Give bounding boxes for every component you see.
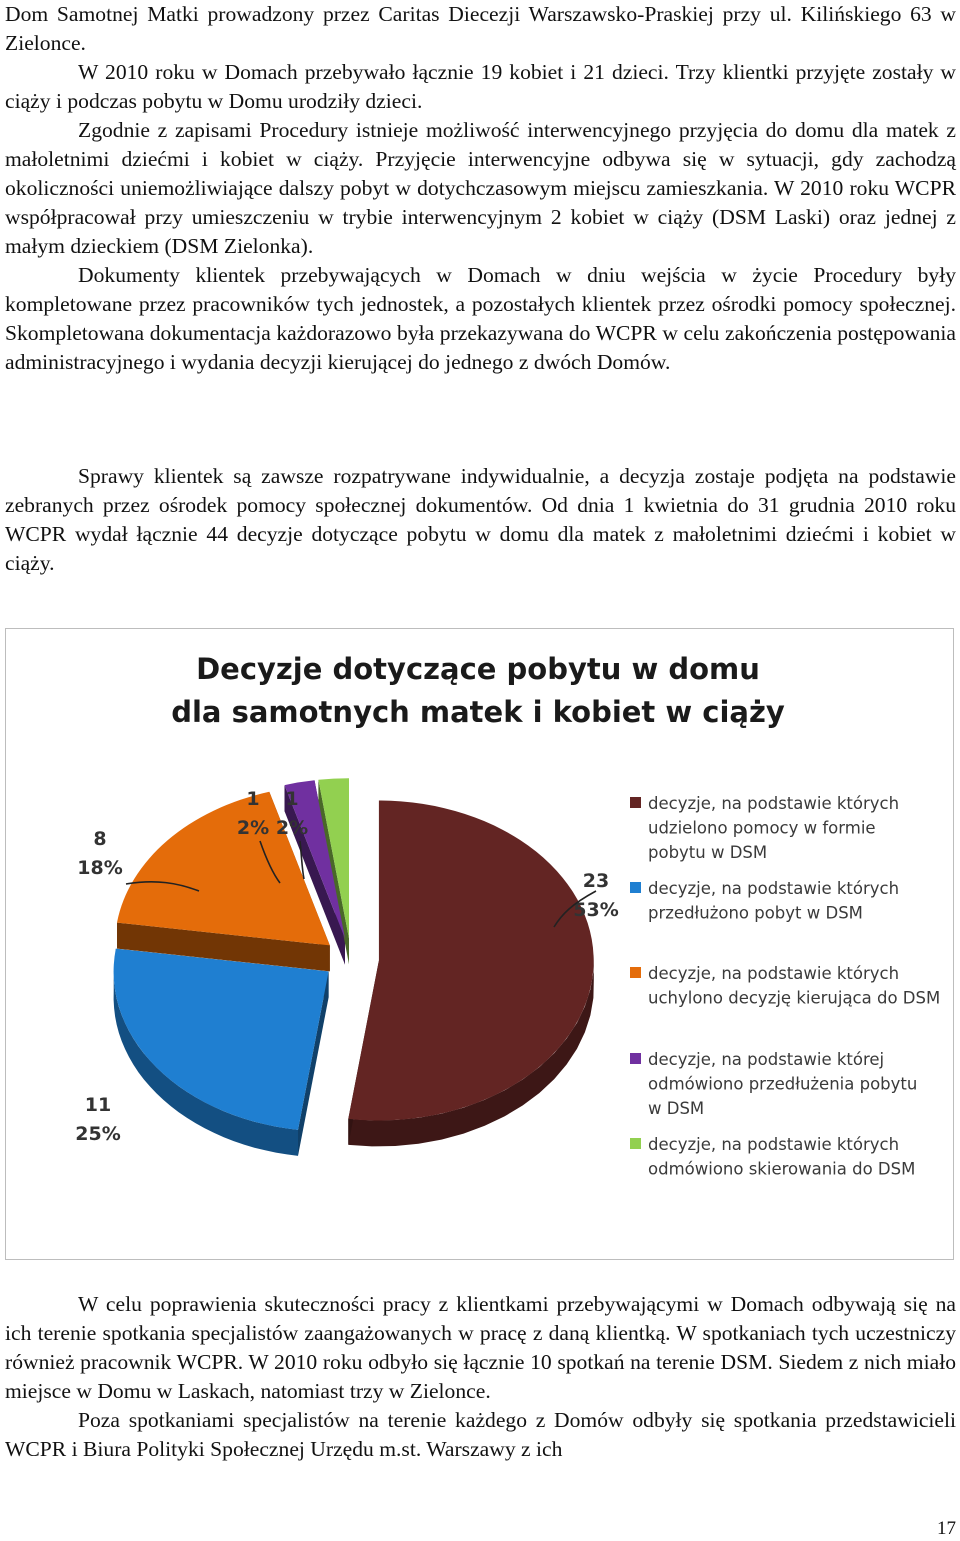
legend-swatch xyxy=(630,1053,641,1064)
data-label-percent: 2% xyxy=(275,817,309,839)
legend-label: przedłużono pobyt w DSM xyxy=(648,903,863,923)
data-label-value: 23 xyxy=(582,870,610,892)
chart-title-line-2: dla samotnych matek i kobiet w ciąży xyxy=(171,695,785,729)
legend-label: odmówiono przedłużenia pobytu xyxy=(648,1074,918,1094)
page-number: 17 xyxy=(937,1518,956,1539)
legend-label: udzielono pomocy w formie xyxy=(648,818,876,838)
data-label-percent: 2% xyxy=(236,817,270,839)
data-label-value: 1 xyxy=(285,788,299,810)
data-label-percent: 25% xyxy=(75,1123,121,1145)
text-block-bottom xyxy=(5,1290,956,1464)
data-label-value: 1 xyxy=(246,788,260,810)
paragraph: Dokumenty klientek przebywających w Domach w dniu wejścia w życie Procedury były kompletowane przez pracowników tych jednostek, a pozostałych klientek przez ośrodki pomocy społecznej. Skompletowana dokumentacja każdorazowo była przekazywana do WCPR w celu zakończenia postępowania administracyjnego i wydania decyzji kierującej do jednego z dwóch Domów. xyxy=(5,263,956,374)
legend-swatch xyxy=(630,1138,641,1149)
paragraph: Poza spotkaniami specjalistów na terenie każdego z Domów odbyły się spotkania przedstawicieli WCPR i Biura Polityki Społecznej Urzędu m.st. Warszawy z ich xyxy=(5,1408,956,1461)
pie-slices xyxy=(114,778,594,1156)
text-block-top xyxy=(5,0,956,377)
chart-legend xyxy=(630,794,940,1179)
legend-label: decyzje, na podstawie których xyxy=(648,964,900,983)
pie-slice-1 xyxy=(114,949,329,1130)
legend-label: decyzje, na podstawie których xyxy=(648,794,900,813)
legend-label: uchylono decyzję kierująca do DSM xyxy=(648,988,941,1008)
data-label-percent: 53% xyxy=(573,899,619,921)
paragraph: W celu poprawienia skuteczności pracy z klientkami przebywającymi w Domach odbywają się na ich terenie spotkania specjalistów zaangażowanych w pracę z daną klientką. W spotkaniach tych uczestniczy również pracownik WCPR. W 2010 roku odbyło się łącznie 10 spotkań na terenie DSM. Siedem z nich miało miejsce w Domu w Laskach, natomiast trzy w Zielonce. xyxy=(5,1292,956,1403)
legend-swatch xyxy=(630,797,641,808)
paragraph: Dom Samotnej Matki prowadzony przez Caritas Diecezji Warszawsko-Praskiej przy ul. Kilińskiego 63 w Zielonce. xyxy=(5,2,956,55)
legend-label: decyzje, na podstawie których xyxy=(648,1135,900,1154)
paragraph: Zgodnie z zapisami Procedury istnieje możliwość interwencyjnego przyjęcia do domu dla matek z małoletnimi dziećmi i kobiet w ciąży. Przyjęcie interwencyjne odbywa się w sytuacji, gdy zachodzą okoliczności uniemożliwiające dalszy pobyt w dotychczasowym miejscu zamieszkania. W 2010 roku WCPR współpracował przy umieszczeniu w trybie interwencyjnym 2 kobiet w ciąży (DSM Laski) oraz jednej z małym dzieckiem (DSM Zielonka). xyxy=(5,118,956,258)
legend-label: w DSM xyxy=(648,1099,705,1118)
data-label-percent: 18% xyxy=(77,857,123,879)
pie-chart xyxy=(5,628,954,1260)
data-label-value: 11 xyxy=(84,1094,112,1116)
text-block-middle xyxy=(5,462,956,578)
legend-swatch xyxy=(630,882,641,893)
legend-label: decyzje, na podstawie której xyxy=(648,1050,885,1069)
paragraph: Sprawy klientek są zawsze rozpatrywane indywidualnie, a decyzja zostaje podjęta na podstawie zebranych przez ośrodek pomocy społecznej dokumentów. Od dnia 1 kwietnia do 31 grudnia 2010 roku WCPR wydał łącznie 44 decyzje dotyczące pobytu w domu dla matek z małoletnimi dziećmi i kobiet w ciąży. xyxy=(5,464,956,575)
paragraph: W 2010 roku w Domach przebywało łącznie 19 kobiet i 21 dzieci. Trzy klientki przyjęte zostały w ciąży i podczas pobytu w Domu urodziły dzieci. xyxy=(5,60,956,113)
legend-label: pobytu w DSM xyxy=(648,843,768,862)
legend-swatch xyxy=(630,967,641,978)
data-label-value: 8 xyxy=(93,828,107,850)
chart-title-line-1: Decyzje dotyczące pobytu w domu xyxy=(196,652,760,686)
legend-label: decyzje, na podstawie których xyxy=(648,879,900,898)
legend-label: odmówiono skierowania do DSM xyxy=(648,1159,916,1179)
pie-chart-svg xyxy=(6,629,953,1259)
